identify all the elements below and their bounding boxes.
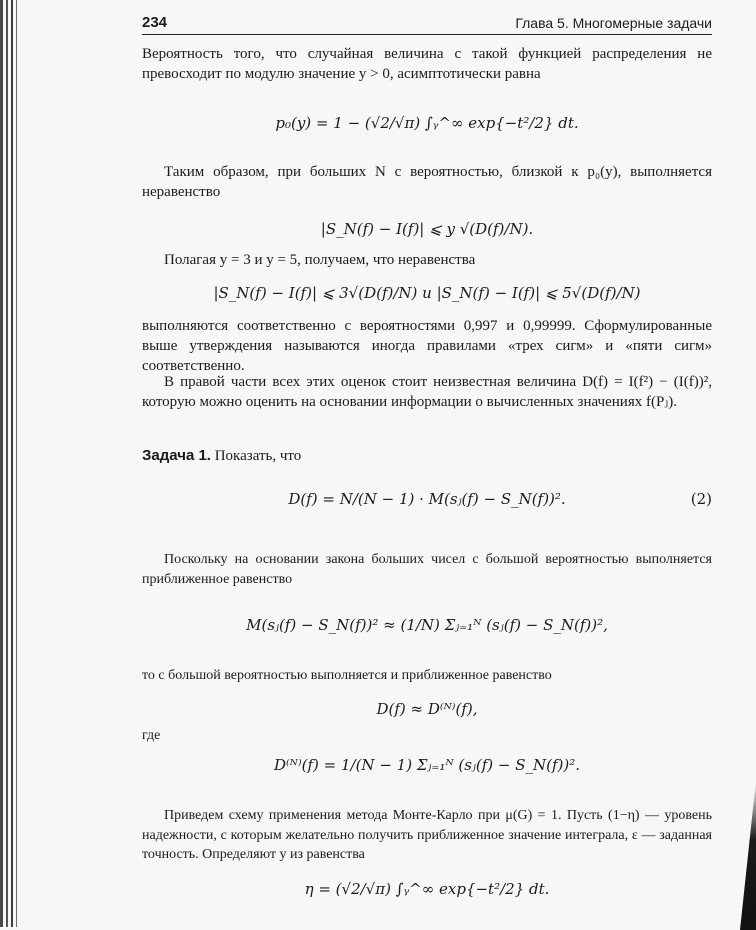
task-label: Задача 1. <box>142 447 211 464</box>
equation-approx-mean: M(sⱼ(f) − S_N(f))² ≈ (1/N) Σⱼ₌₁ᴺ (sⱼ(f) − S_N(f))², <box>246 616 608 634</box>
equation-eta: η = (√2/√π) ∫ᵧ^∞ exp{−t²/2} dt. <box>304 880 550 898</box>
paragraph-2: Таким образом, при больших N с вероятностью, близкой к p₀(y), выполняется неравенство <box>142 164 712 200</box>
equation-dn: D⁽ᴺ⁾(f) = 1/(N − 1) Σⱼ₌₁ᴺ (sⱼ(f) − S_N(f))². <box>273 756 581 774</box>
scan-page-corner <box>740 780 756 930</box>
task-text: Показать, что <box>214 448 302 464</box>
paragraph-4: выполняются соответственно с вероятностями 0,997 и 0,99999. Сформулированные выше утверждения называются иногда правилами «трех сигм» и «пяти сигм» соответственно. <box>142 318 712 374</box>
paragraph-8: где <box>142 728 161 743</box>
equation-p0: p₀(y) = 1 − (√2/√π) ∫ᵧ^∞ exp{−t²/2} dt. <box>275 114 579 132</box>
equation-three-five-sigma: |S_N(f) − I(f)| ⩽ 3√(D(f)/N) и |S_N(f) − I(f)| ⩽ 5√(D(f)/N) <box>213 284 641 302</box>
paragraph-3: Полагая y = 3 и y = 5, получаем, что неравенства <box>164 252 476 268</box>
running-head: Глава 5. Многомерные задачи <box>515 15 712 31</box>
paragraph-5: В правой части всех этих оценок стоит неизвестная величина D(f) = I(f²) − (I(f))², которую можно оценить на основании информации о вычисленных значениях f(Pⱼ). <box>142 374 712 410</box>
paragraph-9: Приведем схему применения метода Монте-Карло при μ(G) = 1. Пусть (1−η) — уровень надежности, с которым желательно получить приближенное значение интеграла, ε — заданная точность. Определяют y из равенства <box>142 808 712 862</box>
equation-approx-variance: D(f) ≈ D⁽ᴺ⁾(f), <box>376 700 478 718</box>
equation-inequality: |S_N(f) − I(f)| ⩽ y √(D(f)/N). <box>320 220 534 238</box>
paragraph-6: Поскольку на основании закона больших чисел с большой вероятностью выполняется приближенное равенство <box>142 552 712 587</box>
equation-variance <box>142 490 712 508</box>
page-number: 234 <box>142 14 168 31</box>
paragraph-1: Вероятность того, что случайная величина с такой функцией распределения не превосходит по модулю значение y > 0, асимптотически равна <box>142 46 712 82</box>
equation-number: (2) <box>690 490 712 508</box>
page-header <box>142 14 712 35</box>
equation-variance-body: D(f) = N/(N − 1) · M(sⱼ(f) − S_N(f))². <box>288 490 566 508</box>
book-page <box>142 14 712 898</box>
paragraph-7: то с большой вероятностью выполняется и приближенное равенство <box>142 668 552 683</box>
task-statement <box>142 446 712 466</box>
scan-binding-edge <box>0 0 30 927</box>
